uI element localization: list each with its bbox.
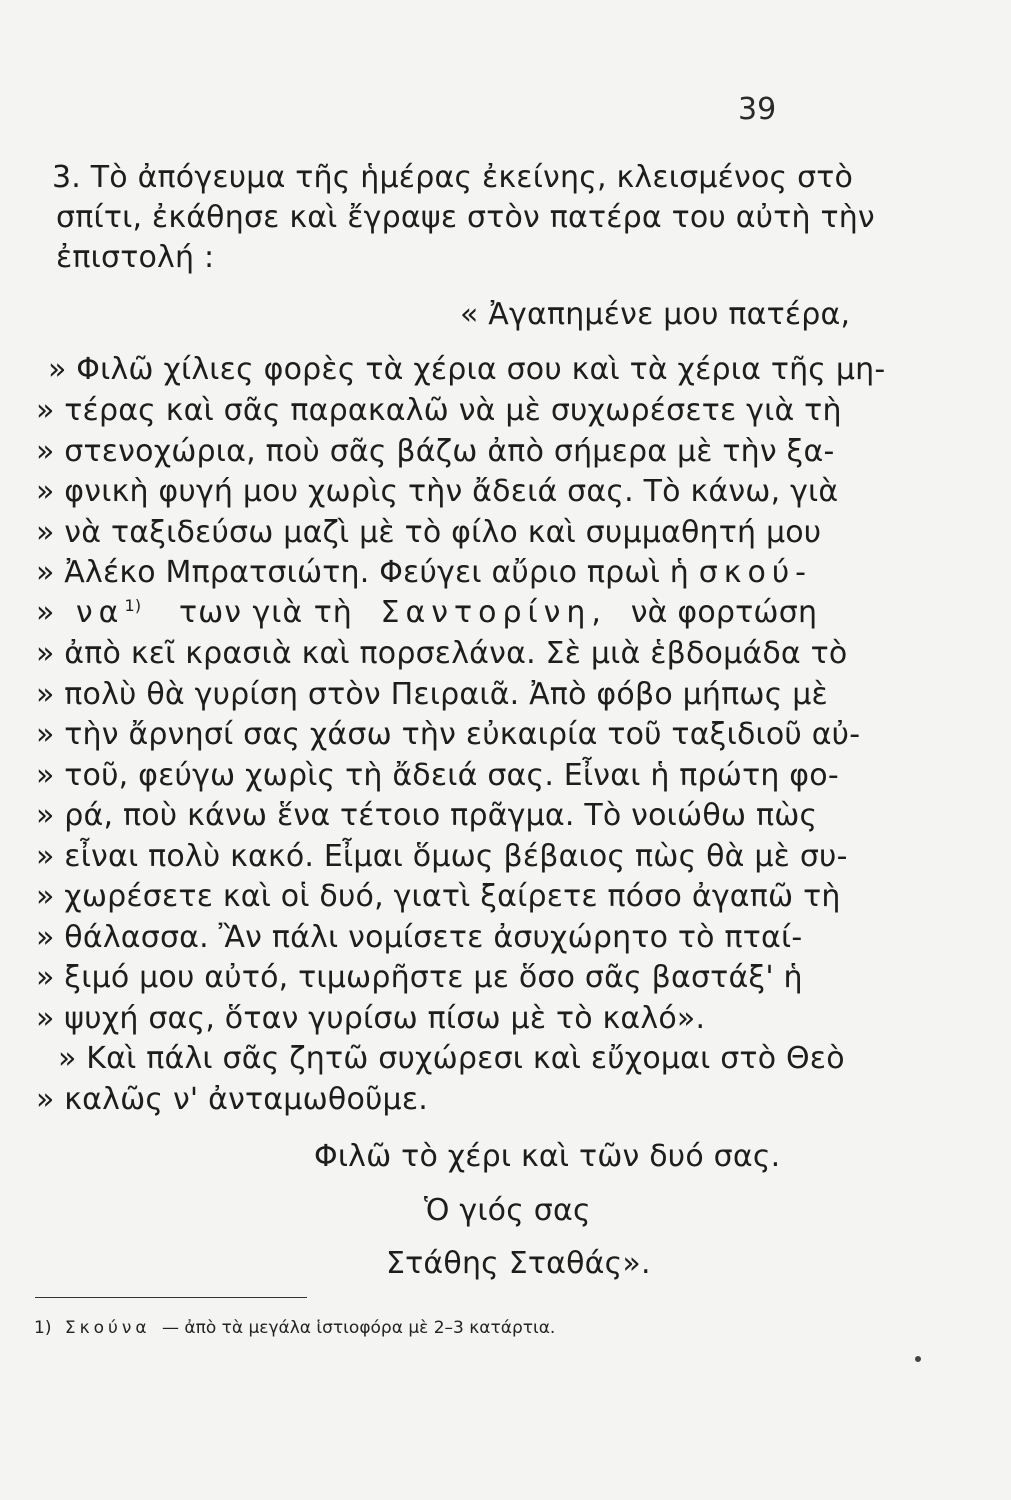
closing-line-1: Φιλῶ τὸ χέρι καὶ τῶν δυό σας. — [314, 1139, 781, 1174]
letter-line-7-start: » να — [36, 595, 125, 630]
letter-line-7 — [36, 595, 818, 630]
closing-line-3: Στάθης Σταθάς». — [386, 1246, 651, 1281]
intro-line-3: ἐπιστολή : — [56, 240, 215, 275]
letter-line-2: » τέρας καὶ σᾶς παρακαλῶ νὰ μὲ συχωρέσετε γιὰ τὴ — [36, 393, 842, 428]
letter-line-6-text: » Ἀλέκο Μπρατσιώτη. Φεύγει αὔριο πρωὶ ἡ — [36, 555, 690, 590]
salutation: « Ἀγαπημένε μου πατέρα, — [460, 297, 851, 332]
letter-line-19: » καλῶς ν' ἀνταμωθοῦμε. — [36, 1082, 428, 1117]
letter-line-13: » εἶναι πολὺ κακό. Εἶμαι ὅμως βέβαιος πὼς θὰ μὲ συ- — [36, 839, 848, 874]
letter-line-1: » Φιλῶ χίλιες φορὲς τὰ χέρια σου καὶ τὰ χέρια τῆς μη- — [48, 352, 886, 387]
letter-line-14: » χωρέσετε καὶ οἱ δυό, γιατὶ ξαίρετε πόσο ἀγαπῶ τὴ — [36, 879, 841, 914]
footnote-mark: 1) — [34, 1318, 52, 1338]
letter-line-3: » στενοχώρια, ποὺ σᾶς βάζω ἀπὸ σήμερα μὲ τὴν ξα- — [36, 434, 835, 469]
letter-line-6-spaced: σκού- — [698, 555, 812, 590]
page-number: 39 — [738, 92, 777, 127]
footnote-text: — ἀπὸ τὰ μεγάλα ἱστιοφόρα μὲ 2–3 κατάρτια. — [161, 1318, 556, 1338]
letter-line-7-end: νὰ φορτώση — [630, 595, 818, 630]
letter-line-6 — [36, 555, 812, 590]
letter-line-16: » ξιμό μου αὐτό, τιμωρῆστε με ὅσο σᾶς βαστάξ' ἡ — [36, 960, 803, 995]
closing-line-2: Ὁ γιός σας — [424, 1193, 591, 1228]
letter-line-15: » θάλασσα. Ἂν πάλι νομίσετε ἀσυχώρητο τὸ πταί- — [36, 920, 803, 955]
letter-line-11: » τοῦ, φεύγω χωρὶς τὴ ἄδειά σας. Εἶναι ἡ πρώτη φο- — [36, 758, 839, 793]
letter-line-12: » ρά, ποὺ κάνω ἕνα τέτοιο πρᾶγμα. Τὸ νοιώθω πὼς — [36, 798, 818, 833]
letter-line-4: » φνικὴ φυγή μου χωρὶς τὴν ἄδειά σας. Τὸ κάνω, γιὰ — [36, 474, 839, 509]
letter-line-18: » Καὶ πάλι σᾶς ζητῶ συχώρεσι καὶ εὔχομαι στὸ Θεὸ — [58, 1041, 845, 1076]
letter-line-5: » νὰ ταξιδεύσω μαζὶ μὲ τὸ φίλο καὶ συμμαθητή μου — [36, 515, 822, 550]
letter-line-7-spaced: Σαντορίνη, — [380, 595, 607, 630]
letter-line-17: » ψυχή σας, ὅταν γυρίσω πίσω μὲ τὸ καλό». — [36, 1001, 706, 1036]
letter-line-8: » ἀπὸ κεῖ κρασιὰ καὶ πορσελάνα. Σὲ μιὰ ἑβδομάδα τὸ — [36, 636, 848, 671]
letter-line-7-middle: των γιὰ τὴ — [179, 595, 353, 630]
intro-line-2: σπίτι, ἐκάθησε καὶ ἔγραψε στὸν πατέρα του αὐτὴ τὴν — [56, 200, 875, 235]
intro-line-1: 3. Τὸ ἀπόγευμα τῆς ἡμέρας ἐκείνης, κλεισμένος στὸ — [52, 160, 854, 195]
footnote-reference: 1) — [124, 596, 142, 615]
footnote — [34, 1318, 555, 1338]
letter-line-9: » πολὺ θὰ γυρίση στὸν Πειραιᾶ. Ἀπὸ φόβο μήπως μὲ — [36, 677, 828, 712]
ink-speck — [915, 1356, 921, 1362]
letter-line-10: » τὴν ἄρνησί σας χάσω τὴν εὐκαιρία τοῦ ταξιδιοῦ αὐ- — [36, 717, 861, 752]
footnote-term: Σκούνα — [64, 1318, 151, 1338]
footnote-divider — [35, 1297, 307, 1298]
